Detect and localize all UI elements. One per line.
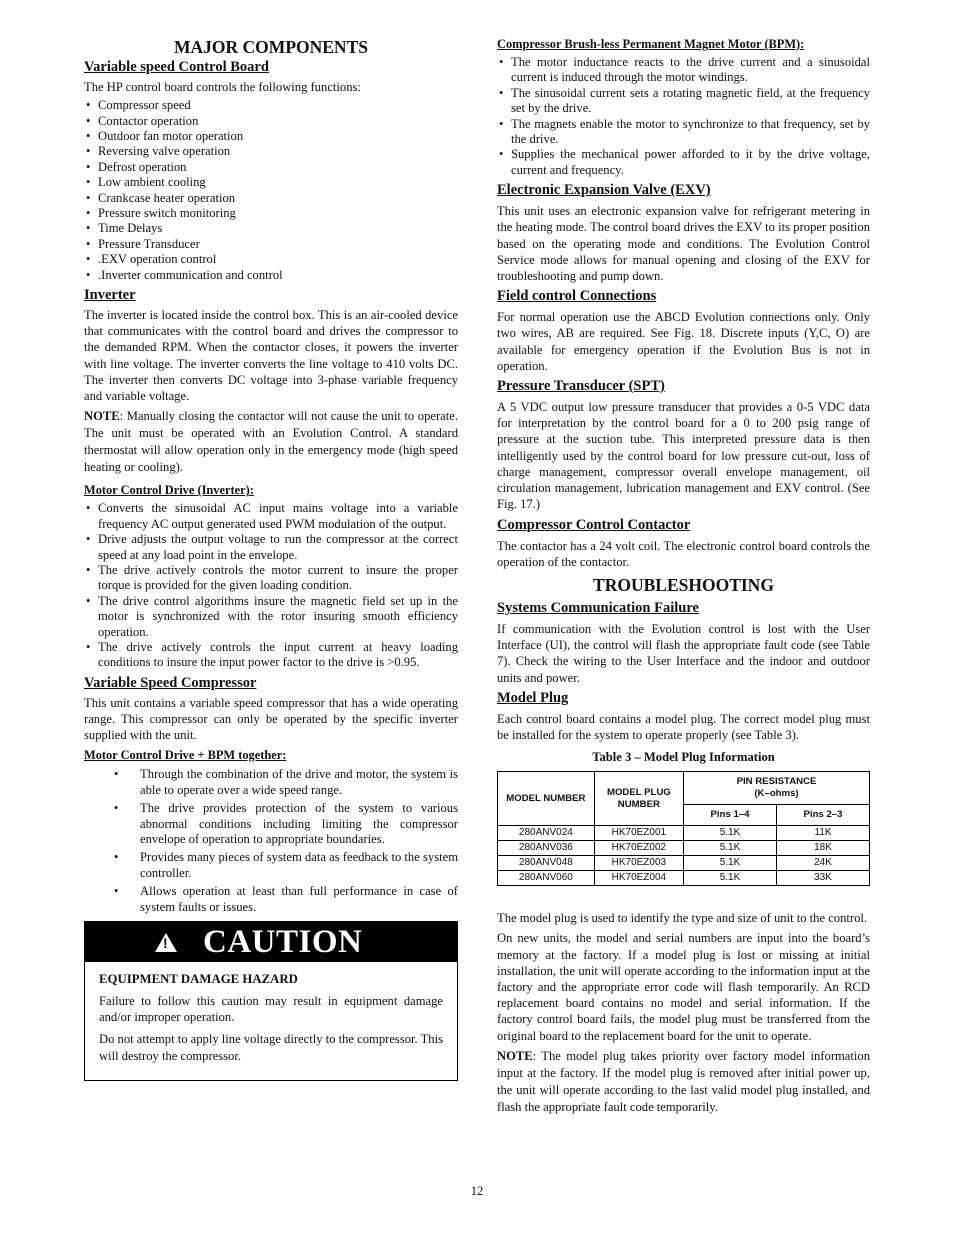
- cell: HK70EZ003: [594, 856, 683, 871]
- list-item: • Defrost operation: [84, 160, 458, 175]
- cell: 280ANV060: [498, 871, 595, 886]
- field-title: Field control Connections: [497, 288, 657, 305]
- cell: 11K: [776, 826, 869, 841]
- model-plug-note: [497, 1048, 870, 1116]
- cell: HK70EZ002: [594, 841, 683, 856]
- caution-hazard: EQUIPMENT DAMAGE HAZARD: [99, 972, 298, 987]
- left-column: [84, 36, 458, 1081]
- note-label: NOTE: [497, 1048, 533, 1063]
- header-pins-1-4: Pins 1–4: [683, 805, 776, 826]
- contactor-title: Compressor Control Contactor: [497, 516, 691, 533]
- cell: 280ANV024: [498, 826, 595, 841]
- list-item: • Provides many pieces of system data as feedback to the system controller.: [84, 850, 458, 881]
- list-item: • .Inverter communication and control: [84, 268, 458, 283]
- inverter-title: Inverter: [84, 287, 136, 304]
- modelplug-text: Each control board contains a model plug. The correct model plug must be installed for the system to operate properly (see Table 3).: [497, 711, 870, 742]
- right-column: [497, 36, 870, 1116]
- cell: 18K: [776, 841, 869, 856]
- cell: 5.1K: [683, 856, 776, 871]
- list-item: • Pressure Transducer: [84, 237, 458, 252]
- list-item: • .EXV operation control: [84, 252, 458, 267]
- note-label: NOTE: [84, 409, 120, 424]
- bpm-together-list: [84, 767, 458, 915]
- list-item: • Compressor speed: [84, 98, 458, 113]
- warning-triangle-icon: !: [155, 933, 177, 952]
- list-item: • The drive actively controls the motor current to insure the proper torque is provided for the given loading condition.: [84, 563, 458, 594]
- cell: 5.1K: [683, 841, 776, 856]
- exv-title: Electronic Expansion Valve (EXV): [497, 182, 711, 199]
- list-item: • The magnets enable the motor to synchronize to that frequency, set by the drive.: [497, 117, 870, 148]
- model-plug-purpose: The model plug is used to identify the type and size of unit to the control.: [497, 911, 868, 926]
- major-components-heading: MAJOR COMPONENTS: [174, 37, 368, 57]
- bpm-together-title: Motor Control Drive + BPM together:: [84, 748, 287, 763]
- cell: 280ANV036: [498, 841, 595, 856]
- list-item: • Supplies the mechanical power afforded to it by the drive voltage, current and frequency.: [497, 147, 870, 178]
- caution-box: [84, 921, 458, 1081]
- exv-text: This unit uses an electronic expansion valve for refrigerant metering in the heating mode. The control board drives the EXV to its proper position based on the operating mode and conditions. The Evolution Control Service mode allows for manual opening and closing of the EXV for troubleshooting and pump down.: [497, 204, 870, 284]
- field-text: For normal operation use the ABCD Evolution connections only. Only two wires, AB are required. See Fig. 18. Discrete inputs (Y,C, O) are available for emergency operation if the Evolution Bus is not in operation.: [497, 310, 870, 373]
- note-text: : The model plug takes priority over factory model information input at the factory. If the model plug is removed after initial power up, the unit will operate according to the last valid model plug installed, and flash the appropriate fault code temporarily.: [497, 1048, 870, 1114]
- list-item: • Reversing valve operation: [84, 144, 458, 159]
- table-row: [498, 841, 870, 856]
- header-model-number: MODEL NUMBER: [498, 772, 595, 826]
- cell: 5.1K: [683, 871, 776, 886]
- list-item: • Crankcase heater operation: [84, 191, 458, 206]
- list-item: • The sinusoidal current sets a rotating magnetic field, at the frequency set by the drive.: [497, 86, 870, 117]
- list-item: • The drive provides protection of the system to various abnormal conditions including limiting the compressor envelope of operation to appropriate boundaries.: [84, 801, 458, 847]
- cell: 33K: [776, 871, 869, 886]
- caution-word: CAUTION: [203, 923, 363, 960]
- list-item: • Through the combination of the drive and motor, the system is able to operate over a wide speed range.: [84, 767, 458, 798]
- caution-text-2: Do not attempt to apply line voltage directly to the compressor. This will destroy the compressor.: [99, 1032, 443, 1063]
- model-plug-table: [497, 771, 870, 886]
- list-item: • Converts the sinusoidal AC input mains voltage into a variable frequency AC output generated used PWM modulation of the output.: [84, 501, 458, 532]
- scf-text: If communication with the Evolution control is lost with the User Interface (UI), the control will flash the appropriate fault code (see Table 7). Check the wiring to the User Interface and the indoor and outdoor units and power.: [497, 621, 870, 685]
- page-number: 12: [470, 1184, 484, 1198]
- contactor-text: The contactor has a 24 volt coil. The electronic control board controls the operation of the contactor.: [497, 538, 870, 569]
- mcd-list: [84, 501, 458, 670]
- list-item: • Low ambient cooling: [84, 175, 458, 190]
- spt-title: Pressure Transducer (SPT): [497, 378, 665, 395]
- list-item: • The drive actively controls the input current at heavy loading conditions to insure the input power factor to the drive is >0.95.: [84, 640, 458, 671]
- list-item: • Allows operation at least than full performance in case of system faults or issues.: [84, 884, 458, 915]
- inverter-text: The inverter is located inside the control box. This is an air-cooled device that communicates with the control board and drives the compressor to the demanded RPM. When the contactor closes, it powers the inverter with line voltage. The inverter converts the line voltage to 410 volts DC. The inverter then converts DC voltage into 3-phase variable frequency and variable voltage.: [84, 308, 458, 404]
- new-units-text: On new units, the model and serial numbers are input into the board’s memory at the factory. If a model plug is lost or missing at initial installation, the unit will operate according to the information input at the factory and the appropriate error code will flash temporarily. An RCD replacement board contains no model and serial information. If the factory control board fails, the model plug must be transferred from the original board to the replacement board for the unit to operate.: [497, 931, 870, 1043]
- caution-text-1: Failure to follow this caution may result in equipment damage and/or improper operation.: [99, 994, 443, 1025]
- cell: 24K: [776, 856, 869, 871]
- list-item: • The motor inductance reacts to the drive current and a sinusoidal current is induced through the motor windings.: [497, 55, 870, 86]
- table-row: [498, 871, 870, 886]
- spt-text: A 5 VDC output low pressure transducer that provides a 0-5 VDC data for interpretation by the control board for a 0 to 200 psig range of pressure at the suction tube. This interpreted pressure data is then intelligently used by the control board for low pressure cut-out, loss of charge management, compressor overall envelope management, oil circulation management, lubrication management and EXV control. (See Fig. 17.): [497, 400, 870, 512]
- list-item: • Outdoor fan motor operation: [84, 129, 458, 144]
- table-caption: Table 3 – Model Plug Information: [592, 750, 775, 765]
- modelplug-title: Model Plug: [497, 689, 569, 706]
- note-text: : Manually closing the contactor will not cause the unit to operate. The unit must be operated with an Evolution Control. A standard thermostat will allow operation only in the emergency mode (high speed heating or cooling).: [84, 409, 458, 475]
- list-item: • Contactor operation: [84, 114, 458, 129]
- vscb-intro: The HP control board controls the following functions:: [84, 80, 361, 94]
- table-row: [498, 856, 870, 871]
- inverter-note: [84, 408, 458, 476]
- vscb-function-list: [84, 98, 458, 283]
- header-plug-number: MODEL PLUG NUMBER: [594, 772, 683, 826]
- vsc-title: Variable Speed Compressor: [84, 674, 257, 691]
- cell: HK70EZ004: [594, 871, 683, 886]
- header-pin-resistance: PIN RESISTANCE (K–ohms): [683, 772, 869, 805]
- list-item: • Drive adjusts the output voltage to run the compressor at the correct speed at any load point in the envelope.: [84, 532, 458, 563]
- bpm-list: [497, 55, 870, 178]
- list-item: • The drive control algorithms insure the magnetic field set up in the motor is synchronized with the rotor insuring smooth efficiency operation.: [84, 594, 458, 640]
- header-pins-2-3: Pins 2–3: [776, 805, 869, 826]
- vsc-text: This unit contains a variable speed compressor that has a wide operating range. This compressor can only be operated by the specific inverter supplied with the unit.: [84, 695, 458, 743]
- cell: 5.1K: [683, 826, 776, 841]
- scf-title: Systems Communication Failure: [497, 599, 699, 616]
- list-item: • Time Delays: [84, 221, 458, 236]
- mcd-title: Motor Control Drive (Inverter):: [84, 483, 254, 498]
- caution-banner: [85, 922, 457, 962]
- bpm-title: Compressor Brush-less Permanent Magnet Motor (BPM):: [497, 37, 805, 51]
- cell: 280ANV048: [498, 856, 595, 871]
- cell: HK70EZ001: [594, 826, 683, 841]
- list-item: • Pressure switch monitoring: [84, 206, 458, 221]
- table-row: [498, 826, 870, 841]
- troubleshooting-heading: TROUBLESHOOTING: [593, 574, 774, 595]
- vscb-title: Variable speed Control Board: [84, 59, 269, 75]
